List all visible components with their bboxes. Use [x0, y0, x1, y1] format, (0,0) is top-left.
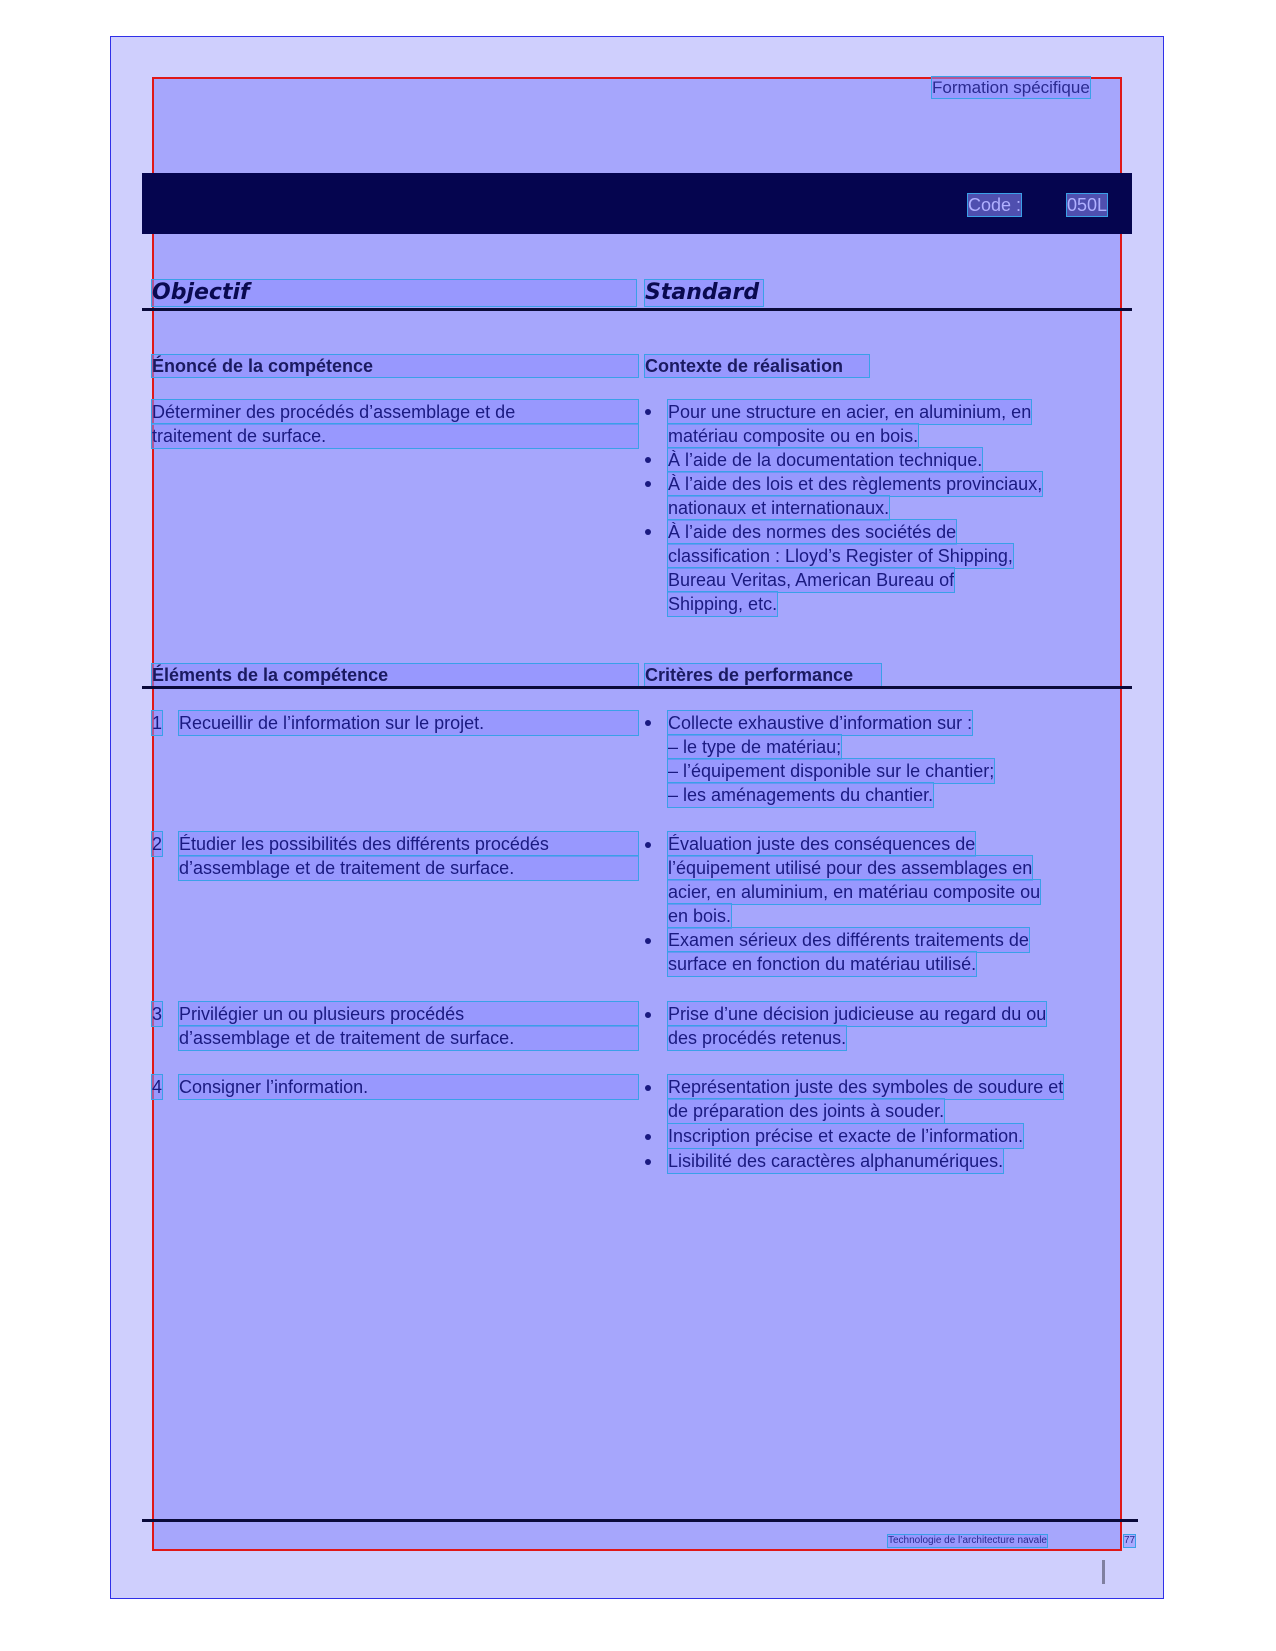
context-heading: Contexte de réalisation: [645, 355, 869, 377]
criterion-subitem: – les aménagements du chantier.: [668, 785, 934, 805]
criterion-line: Prise d’une décision judicieuse au regard du ou: [668, 1004, 1047, 1024]
statement-text: [152, 400, 638, 448]
footer-program: Technologie de l’architecture navale: [888, 1535, 1047, 1546]
subitem-text: le type de matériau;: [683, 737, 842, 757]
context-line: matériau composite ou en bois.: [668, 426, 919, 446]
criterion-line: l’équipement utilisé pour des assemblages en: [668, 858, 1033, 878]
bullet-icon: [645, 457, 651, 463]
criteria-heading: Critères de performance: [645, 664, 881, 686]
section-label: Formation spécifique: [932, 78, 1090, 97]
criterion-line: Évaluation juste des conséquences de: [668, 834, 976, 854]
subitem-text: les aménagements du chantier.: [683, 785, 934, 805]
context-line: À l’aide des normes des sociétés de: [668, 522, 957, 542]
context-line: nationaux et internationaux.: [668, 498, 890, 518]
bullet-icon: [645, 481, 651, 487]
element-number: 3: [152, 1004, 163, 1024]
page-number: 77: [1124, 1535, 1136, 1546]
elements-heading: Éléments de la compétence: [152, 664, 638, 686]
criterion-line: surface en fonction du matériau utilisé.: [668, 954, 977, 974]
criterion-line: Lisibilité des caractères alphanumériques.: [668, 1151, 1004, 1171]
element-line: d’assemblage et de traitement de surface.: [179, 1026, 638, 1050]
context-line: Shipping, etc.: [668, 594, 778, 614]
criterion-line: Collecte exhaustive d’information sur :: [668, 713, 973, 733]
bullet-icon: [645, 529, 651, 535]
bullet-icon: [645, 1159, 651, 1165]
context-line: À l’aide des lois et des règlements provinciaux,: [668, 474, 1043, 494]
context-line: classification : Lloyd’s Register of Shipping,: [668, 546, 1013, 566]
criterion-line: Représentation juste des symboles de soudure et: [668, 1077, 1064, 1097]
list-item: [668, 520, 1098, 616]
statement-line: traitement de surface.: [152, 424, 638, 448]
bullet-icon: [645, 938, 651, 944]
subitem-text: l’équipement disponible sur le chantier;: [683, 761, 995, 781]
criterion-subitem: – l’équipement disponible sur le chantier;: [668, 761, 995, 781]
criterion-subitem: – le type de matériau;: [668, 737, 842, 757]
element-line: Privilégier un ou plusieurs procédés: [179, 1002, 638, 1026]
bullet-icon: [645, 842, 651, 848]
code-label: Code :: [968, 195, 1022, 215]
context-line: À l’aide de la documentation technique.: [668, 450, 983, 470]
title-rule: [142, 308, 1132, 311]
criterion-line: en bois.: [668, 906, 732, 926]
criterion-line: des procédés retenus.: [668, 1028, 847, 1048]
scroll-marker: [1102, 1560, 1105, 1584]
bullet-icon: [645, 1134, 651, 1140]
element-line: Recueillir de l’information sur le projet.: [179, 711, 638, 735]
bullet-icon: [645, 1085, 651, 1091]
list-item: [668, 400, 1098, 448]
objective-title: Objectif: [152, 280, 636, 306]
context-line: Pour une structure en acier, en aluminium, en: [668, 402, 1032, 422]
bullet-icon: [645, 1012, 651, 1018]
statement-line: Déterminer des procédés d’assemblage et de: [152, 400, 638, 424]
criterion-line: de préparation des joints à souder.: [668, 1101, 945, 1121]
section-rule: [142, 686, 1132, 689]
context-line: Bureau Veritas, American Bureau of: [668, 570, 955, 590]
bullet-icon: [645, 409, 651, 415]
list-item: [668, 472, 1098, 520]
element-number: 4: [152, 1077, 163, 1097]
statement-heading: Énoncé de la compétence: [152, 355, 638, 377]
element-number: 2: [152, 834, 163, 854]
element-line: Consigner l’information.: [179, 1075, 638, 1099]
element-line: d’assemblage et de traitement de surface.: [179, 856, 638, 880]
criterion-line: Inscription précise et exacte de l’information.: [668, 1126, 1024, 1146]
context-list: [668, 400, 1098, 616]
list-item: [668, 448, 1098, 472]
element-number: 1: [152, 713, 163, 733]
element-line: Étudier les possibilités des différents procédés: [179, 832, 638, 856]
standard-title: Standard: [645, 280, 763, 306]
criterion-line: Examen sérieux des différents traitements de: [668, 930, 1029, 950]
criterion-line: acier, en aluminium, en matériau composite ou: [668, 882, 1041, 902]
code-value: 050L: [1067, 195, 1108, 215]
footer-rule: [142, 1519, 1138, 1522]
bullet-icon: [645, 720, 651, 726]
